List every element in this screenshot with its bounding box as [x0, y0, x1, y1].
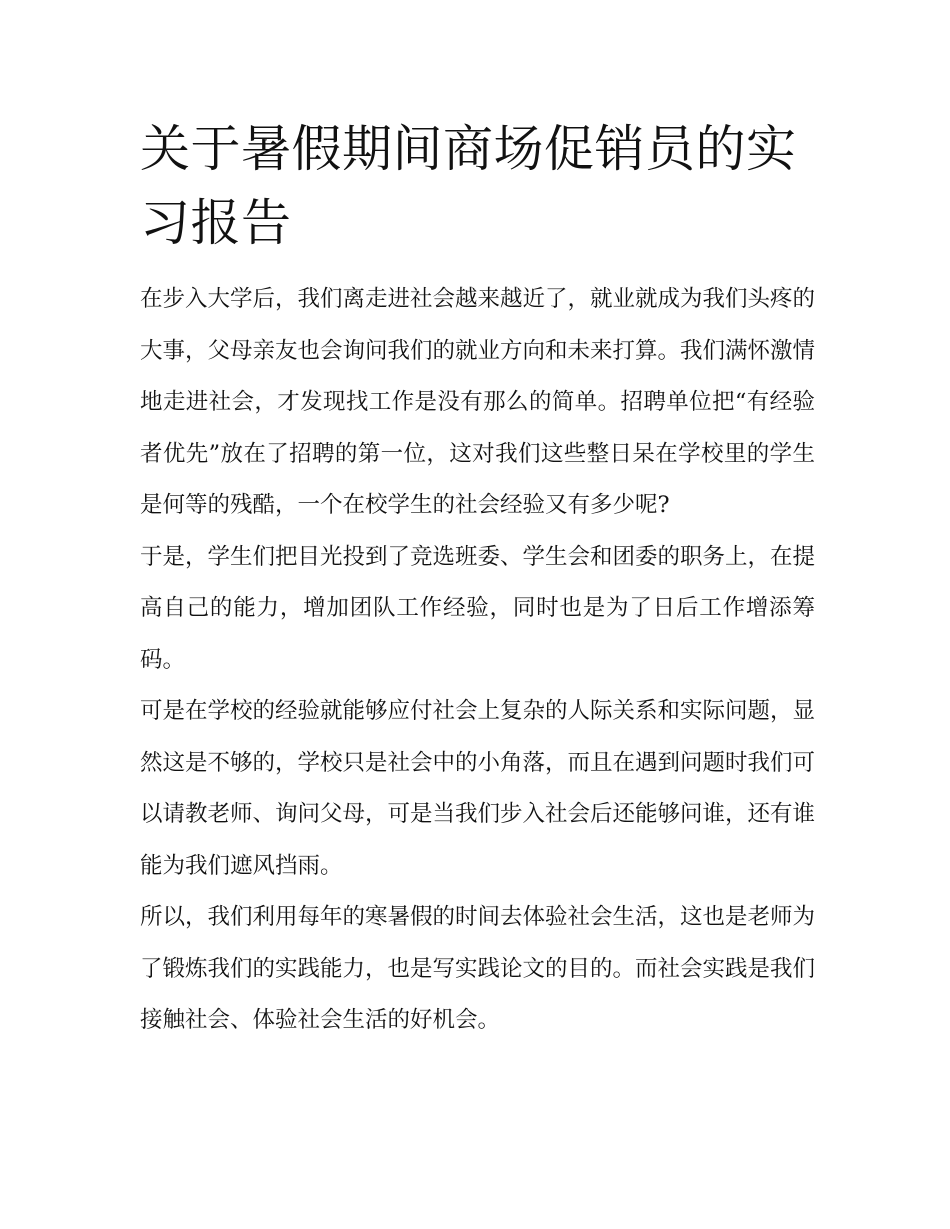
paragraph-1: 在步入大学后，我们离走进社会越来越近了，就业就成为我们头疼的大事，父母亲友也会询问我们的就业方向和未来打算。我们满怀激情地走进社会，才发现找工作是没有那么的简单。招聘单位把“有经验者优先”放在了招聘的第一位，这对我们这些整日呆在学校里的学生是何等的残酷，一个在校学生的社会经验又有多少呢? — [140, 286, 816, 518]
paragraph-2: 于是，学生们把目光投到了竞选班委、学生会和团委的职务上，在提高自己的能力，增加团队工作经验，同时也是为了日后工作增添筹码。 — [140, 543, 816, 673]
paragraph-4: 所以，我们利用每年的寒暑假的时间去体验社会生活，这也是老师为了锻炼我们的实践能力，也是写实践论文的目的。而社会实践是我们接触社会、体验社会生活的好机会。 — [140, 904, 816, 1033]
paragraph-3: 可是在学校的经验就能够应付社会上复杂的人际关系和实际问题，显然这是不够的，学校只是社会中的小角落，而且在遇到问题时我们可以请教老师、询问父母，可是当我们步入社会后还能够问谁，还有谁能为我们遮风挡雨。 — [140, 698, 816, 879]
document-body — [140, 112, 815, 1047]
document-title: 关于暑假期间商场促销员的实习报告 — [140, 120, 797, 252]
